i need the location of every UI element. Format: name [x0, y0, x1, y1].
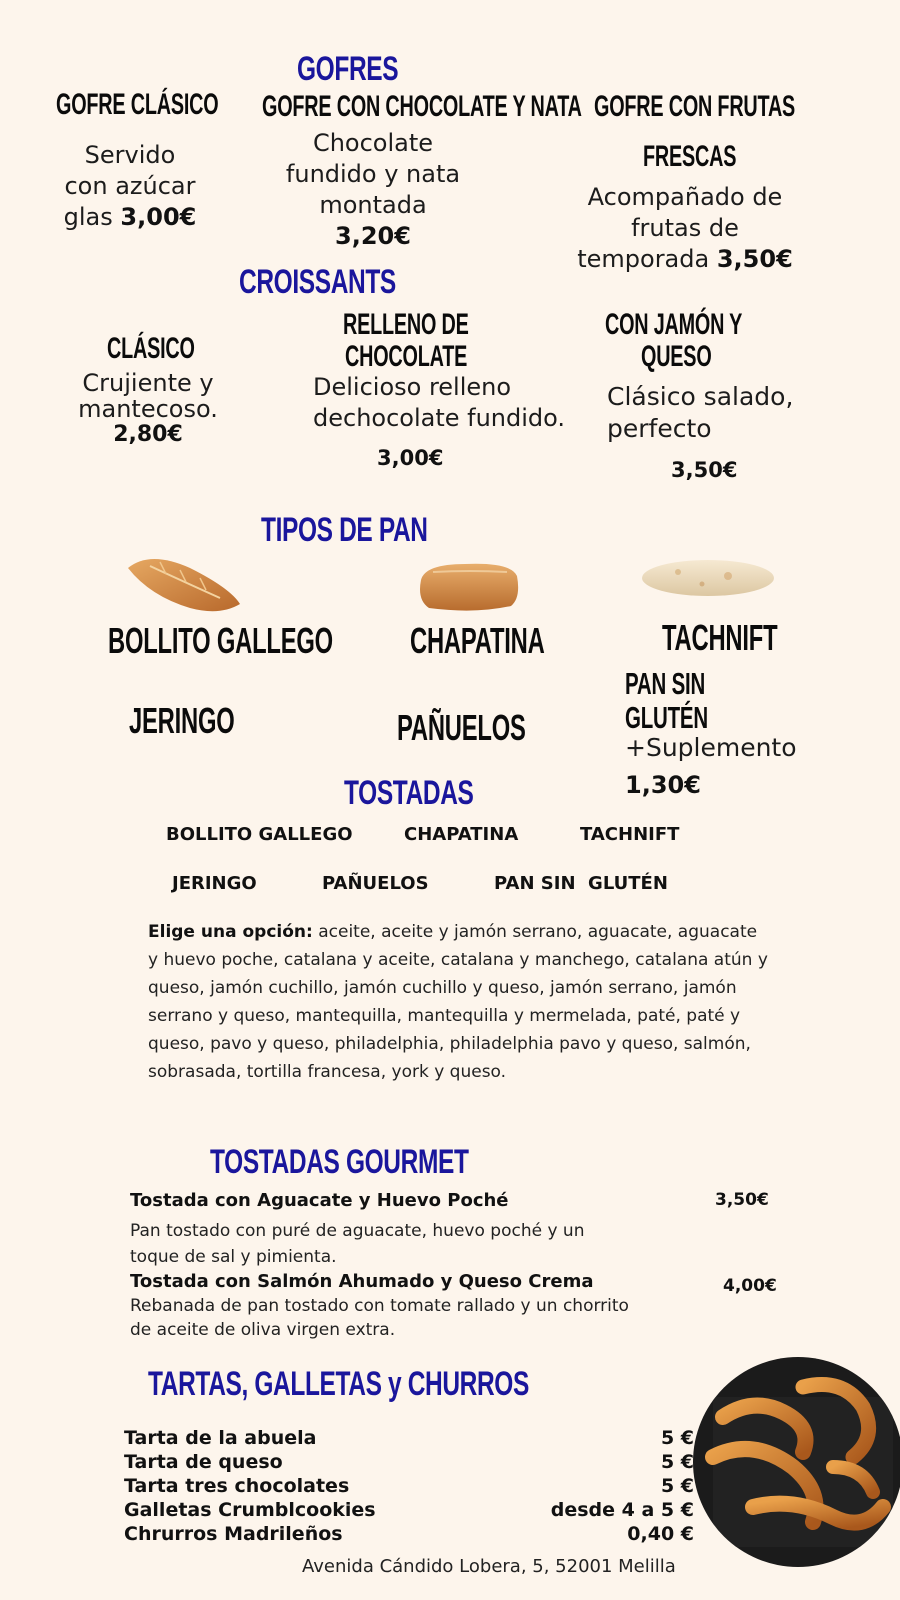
- tarta-price: 0,40 €: [627, 1523, 694, 1545]
- tarta-row: [124, 1427, 694, 1451]
- section-title-croissants: CROISSANTS: [239, 263, 396, 301]
- tostadas-option-label: Elige una opción:: [148, 922, 313, 942]
- tarta-row: [124, 1523, 694, 1547]
- desc-line: toque de sal y pimienta.: [130, 1247, 337, 1267]
- croissant-chocolate-price: 3,00€: [377, 446, 444, 470]
- desc-line: [40, 202, 220, 233]
- desc-text: temporada: [577, 245, 710, 273]
- gourmet-item-2-desc: [130, 1294, 730, 1342]
- croissant-clasico-price: 2,80€: [113, 422, 183, 447]
- gofre-frutas-name-line1: GOFRE CON FRUTAS: [594, 90, 796, 123]
- footer-address: Avenida Cándido Lobera, 5, 52001 Melilla: [302, 1556, 676, 1577]
- desc-line: perfecto: [607, 414, 712, 443]
- gourmet-item-1-name: Tostada con Aguacate y Huevo Poché: [130, 1190, 509, 1211]
- section-title-gofres: GOFRES: [297, 50, 399, 88]
- desc-line: Acompañado de: [587, 183, 783, 211]
- croissant-chocolate-name-line2: CHOCOLATE: [345, 340, 468, 373]
- desc-line: con azúcar: [64, 172, 196, 200]
- bollito-gallego-image: [120, 550, 250, 620]
- pan-bollito-gallego: BOLLITO GALLEGO: [108, 620, 333, 661]
- section-title-tostadas-gourmet: TOSTADAS GOURMET: [210, 1143, 469, 1181]
- gofre-clasico-name: GOFRE CLÁSICO: [56, 88, 219, 121]
- tostadas-bread-jeringo: JERINGO: [172, 873, 257, 894]
- gofre-frutas-name-line2: FRESCAS: [643, 140, 737, 173]
- gofre-chocolate-name: GOFRE CON CHOCOLATE Y NATA: [262, 90, 582, 123]
- gofre-clasico-price: 3,00€: [120, 203, 197, 231]
- pan-jeringo: JERINGO: [129, 700, 235, 741]
- tarta-row: [124, 1499, 694, 1523]
- desc-line: dechocolate fundido.: [313, 404, 566, 432]
- tarta-row: [124, 1451, 694, 1475]
- pan-sin-gluten-line1: PAN SIN: [625, 666, 706, 701]
- desc-line: Pan tostado con puré de aguacate, huevo poché y un: [130, 1221, 585, 1241]
- desc-line: Clásico salado,: [607, 382, 794, 411]
- tostadas-bread-tachnift: TACHNIFT: [580, 824, 680, 845]
- desc-line: Servido: [84, 141, 176, 169]
- tostadas-bread-bollito: BOLLITO GALLEGO: [166, 824, 353, 845]
- tarta-name: Galletas Crumblcookies: [124, 1499, 376, 1521]
- desc-line: montada: [319, 191, 427, 219]
- desc-line: mantecoso.: [78, 395, 218, 423]
- tostadas-options: [148, 918, 768, 1086]
- tostadas-bread-sin-gluten: PAN SIN GLUTÉN: [494, 873, 668, 894]
- desc-line: Chocolate: [312, 129, 434, 157]
- chapatina-image: [415, 558, 525, 618]
- tostadas-bread-chapatina: CHAPATINA: [404, 824, 519, 845]
- gourmet-item-1-price: 3,50€: [715, 1190, 769, 1210]
- croissant-jamon-name-line2: QUESO: [641, 340, 712, 373]
- tarta-name: Tarta de queso: [124, 1451, 283, 1473]
- gofre-chocolate-price: 3,20€: [335, 222, 411, 250]
- desc-text: glas: [63, 203, 113, 231]
- gofre-chocolate-desc: [258, 128, 488, 252]
- section-title-tostadas: TOSTADAS: [344, 774, 474, 812]
- churros-image: [693, 1357, 900, 1567]
- desc-line: Delicioso relleno: [313, 373, 512, 401]
- pan-sin-gluten-line2: GLUTÉN: [625, 700, 708, 735]
- croissant-chocolate-desc: [313, 372, 603, 434]
- desc-line: [560, 244, 810, 275]
- desc-line: fundido y nata: [285, 160, 461, 188]
- gofre-clasico-desc: [40, 140, 220, 233]
- gourmet-item-2-name: Tostada con Salmón Ahumado y Queso Crema: [130, 1271, 594, 1292]
- desc-line: Crujiente y: [82, 369, 214, 397]
- gourmet-item-2-price: 4,00€: [723, 1276, 777, 1296]
- desc-line: Rebanada de pan tostado con tomate rallado y un chorrito: [130, 1296, 629, 1316]
- tarta-price: 5 €: [660, 1475, 694, 1497]
- tarta-price: 5 €: [660, 1451, 694, 1473]
- croissant-jamon-desc: [607, 381, 857, 445]
- gofre-frutas-price: 3,50€: [716, 245, 793, 273]
- gourmet-item-1-desc: [130, 1218, 730, 1270]
- croissant-clasico-name: CLÁSICO: [107, 332, 195, 365]
- croissant-jamon-price: 3,50€: [671, 458, 738, 482]
- pan-tachnift: TACHNIFT: [662, 617, 778, 658]
- pan-sin-gluten-supplement: +Suplemento: [625, 733, 797, 762]
- tostadas-option-text: aceite, aceite y jamón serrano, aguacate, aguacate y huevo poche, catalana y aceite, catalana y manchego, catalana atún y queso, jamón cuchillo, jamón cuchillo y queso, jamón serrano, jamón serrano y queso, mantequilla, mantequilla y mermelada, paté, paté y queso, pavo y queso, philadelphia, philadelphia pavo y queso, salmón, sobrasada, tortilla francesa, york y queso.: [148, 922, 768, 1082]
- pan-sin-gluten-price: 1,30€: [625, 771, 701, 799]
- tarta-row: [124, 1475, 694, 1499]
- tarta-price: desde 4 a 5 €: [550, 1499, 694, 1521]
- tarta-name: Tarta tres chocolates: [124, 1475, 350, 1497]
- croissant-jamon-name-line1: CON JAMÓN Y: [605, 308, 743, 341]
- gofre-frutas-desc: [560, 182, 810, 275]
- section-title-tartas: TARTAS, GALLETAS y CHURROS: [148, 1365, 529, 1403]
- desc-line: de aceite de oliva virgen extra.: [130, 1320, 396, 1340]
- croissant-clasico-desc: [58, 370, 238, 448]
- croissant-chocolate-name-line1: RELLENO DE: [343, 308, 469, 341]
- tostadas-bread-panuelos: PAÑUELOS: [322, 873, 429, 894]
- section-title-tipos-de-pan: TIPOS DE PAN: [261, 511, 428, 549]
- tarta-name: Chrurros Madrileños: [124, 1523, 343, 1545]
- tartas-list: [124, 1427, 694, 1547]
- tarta-name: Tarta de la abuela: [124, 1427, 317, 1449]
- desc-line: frutas de: [631, 214, 739, 242]
- tarta-price: 5 €: [660, 1427, 694, 1449]
- tachnift-image: [638, 556, 778, 606]
- pan-chapatina: CHAPATINA: [410, 620, 545, 661]
- pan-panuelos: PAÑUELOS: [397, 707, 526, 748]
